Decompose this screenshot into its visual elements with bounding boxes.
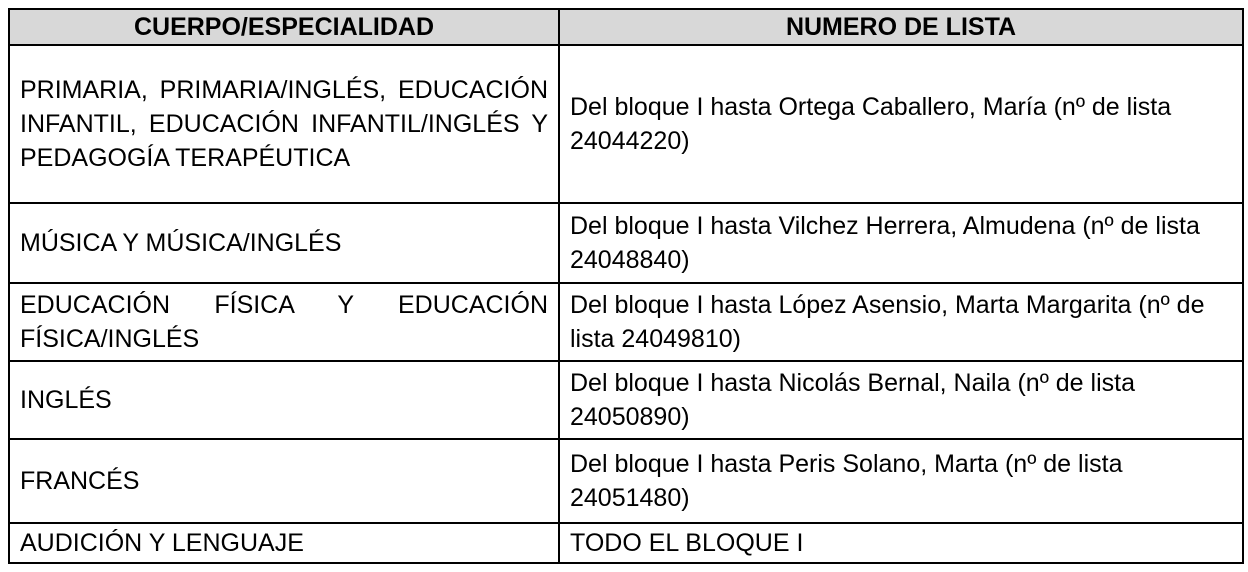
especialidad-cell: EDUCACIÓN FÍSICA Y EDUCACIÓN FÍSICA/INGLÉS xyxy=(9,283,559,361)
table-row xyxy=(9,361,1243,439)
table-row xyxy=(9,439,1243,523)
especialidad-cell: AUDICIÓN Y LENGUAJE xyxy=(9,523,559,563)
especialidad-cell: INGLÉS xyxy=(9,361,559,439)
table-row xyxy=(9,523,1243,563)
lista-cell: Del bloque I hasta Vilchez Herrera, Almudena (nº de lista 24048840) xyxy=(559,203,1243,283)
especialidad-cell: MÚSICA Y MÚSICA/INGLÉS xyxy=(9,203,559,283)
lista-table xyxy=(8,8,1244,564)
especialidad-cell: FRANCÉS xyxy=(9,439,559,523)
header-numero-de-lista: NUMERO DE LISTA xyxy=(559,9,1243,45)
table-header-row xyxy=(9,9,1243,45)
lista-cell: Del bloque I hasta Peris Solano, Marta (nº de lista 24051480) xyxy=(559,439,1243,523)
lista-cell: TODO EL BLOQUE I xyxy=(559,523,1243,563)
especialidad-cell: PRIMARIA, PRIMARIA/INGLÉS, EDUCACIÓN INFANTIL, EDUCACIÓN INFANTIL/INGLÉS Y PEDAGOGÍA TERAPÉUTICA xyxy=(9,45,559,203)
lista-cell: Del bloque I hasta Nicolás Bernal, Naila (nº de lista 24050890) xyxy=(559,361,1243,439)
lista-cell: Del bloque I hasta Ortega Caballero, María (nº de lista 24044220) xyxy=(559,45,1243,203)
table-row xyxy=(9,283,1243,361)
lista-cell: Del bloque I hasta López Asensio, Marta Margarita (nº de lista 24049810) xyxy=(559,283,1243,361)
header-cuerpo-especialidad: CUERPO/ESPECIALIDAD xyxy=(9,9,559,45)
table-row xyxy=(9,45,1243,203)
table-row xyxy=(9,203,1243,283)
